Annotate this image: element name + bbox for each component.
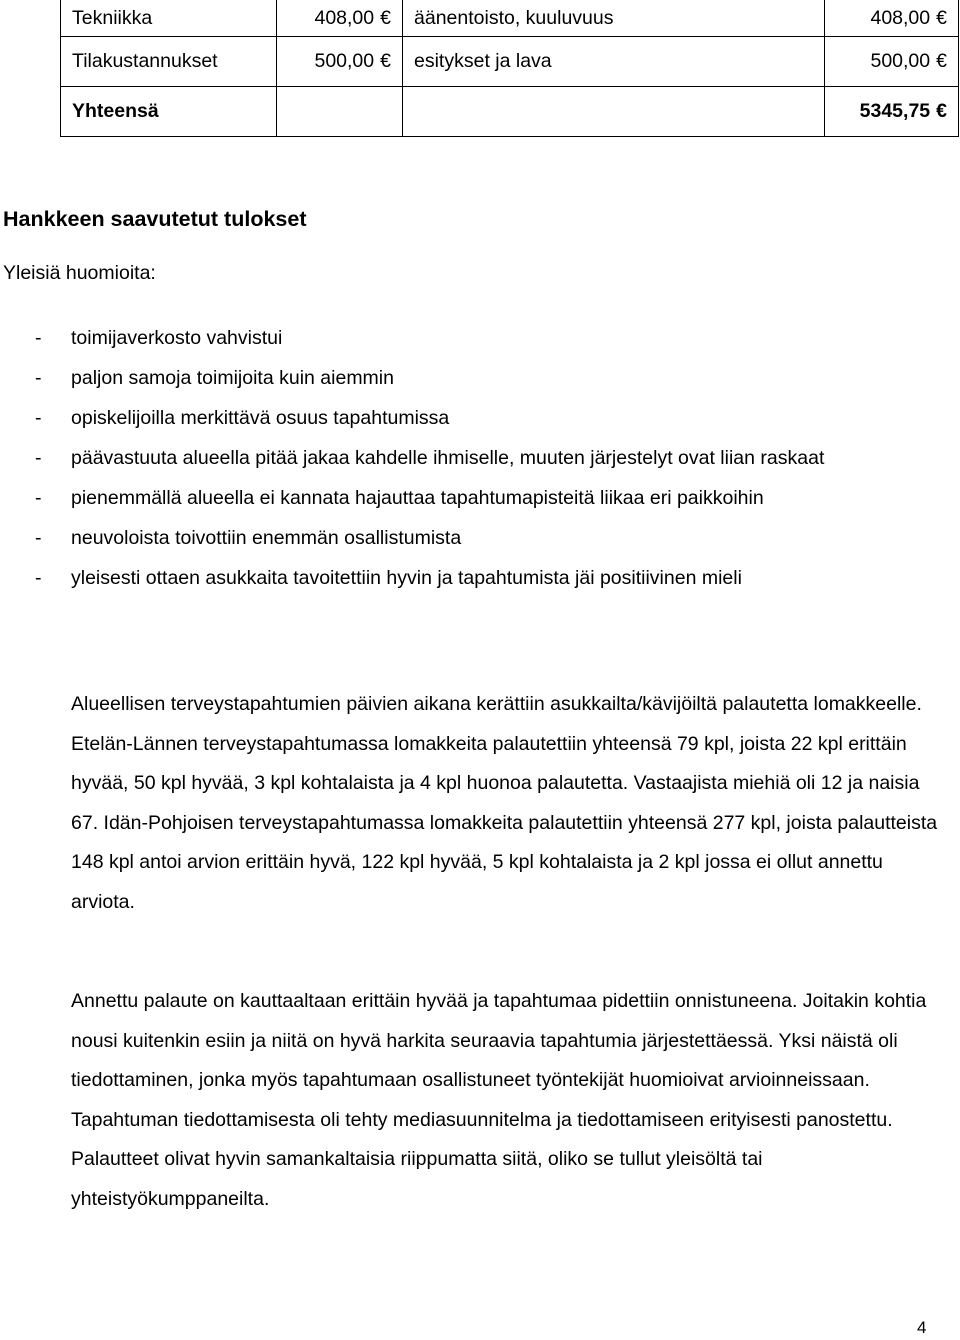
list-item: - yleisesti ottaen asukkaita tavoitettiin hyvin ja tapahtumista jäi positiivinen mieli bbox=[0, 558, 940, 598]
list-item: - pienemmällä alueella ei kannata hajauttaa tapahtumapisteitä liikaa eri paikkoihin bbox=[0, 478, 940, 518]
budget-table bbox=[60, 0, 959, 137]
row-total: 408,00 € bbox=[825, 0, 959, 37]
euro-sign: € bbox=[936, 100, 947, 122]
table-row-total bbox=[61, 87, 959, 137]
feedback-paragraph: Alueellisen terveystapahtumien päivien aikana kerättiin asukkailta/kävijöiltä palautetta lomakkeelle. Etelän-Lännen terveystapahtumassa lomakkeita palautettiin yhteensä 79 kpl, joista 22 kpl erittäin hyvää, 50 kpl hyvää, 3 kpl kohtalaista ja 4 kpl huonoa palautetta. Vastaajista miehiä oli 12 ja naisia 67. Idän-Pohjoisen terveystapahtumassa lomakkeita palautettiin yhteensä 277 kpl, joista palautteista 148 kpl antoi arvion erittäin hyvä, 122 kpl hyvää, 5 kpl kohtalaista ja 2 kpl jossa ei ollut annettu arviota. bbox=[71, 693, 938, 913]
row-amount: 408,00 € bbox=[277, 0, 403, 37]
page-number: 4 bbox=[917, 1318, 927, 1337]
row-label: Tekniikka bbox=[61, 0, 277, 37]
row-label: Tilakustannukset bbox=[61, 37, 277, 87]
row-amount: 500,00 € bbox=[277, 37, 403, 87]
intro-text: Yleisiä huomioita: bbox=[3, 262, 156, 284]
list-item: - neuvoloista toivottiin enemmän osallistumista bbox=[0, 518, 940, 558]
bullet-dash: - bbox=[35, 327, 42, 349]
table-row bbox=[61, 37, 959, 87]
bullet-dash: - bbox=[35, 527, 42, 549]
euro-sign: € bbox=[936, 6, 947, 29]
list-item: - päävastuuta alueella pitää jakaa kahdelle ihmiselle, muuten järjestelyt ovat liian raskaat bbox=[0, 438, 940, 478]
row-note: äänentoisto, kuuluvuus bbox=[403, 0, 825, 37]
table-row bbox=[61, 0, 959, 37]
bullet-dash: - bbox=[35, 447, 42, 469]
list-item: - opiskelijoilla merkittävä osuus tapahtumissa bbox=[0, 398, 940, 438]
row-note: esitykset ja lava bbox=[403, 37, 825, 87]
empty-cell bbox=[403, 87, 825, 137]
euro-sign: € bbox=[380, 50, 391, 72]
row-total: 500,00 € bbox=[825, 37, 959, 87]
results-list bbox=[0, 318, 940, 598]
conclusion-paragraph: Annettu palaute on kauttaaltaan erittäin hyvää ja tapahtumaa pidettiin onnistuneena. Joitakin kohtia nousi kuitenkin esiin ja niitä on hyvä harkita seuraavia tapahtumia järjestettäessä. Yksi näistä oli tiedottaminen, jonka myös tapahtumaan osallistuneet työntekijät huomioivat arvioinneissaan. Tapahtuman tiedottamisesta oli tehty mediasuunnitelma ja tiedottamiseen erityisesti panostettu. Palautteet olivat hyvin samankaltaisia riippumatta siitä, oliko se tullut yleisöltä tai yhteistyökumppaneilta. bbox=[71, 990, 927, 1210]
empty-cell bbox=[277, 87, 403, 137]
bullet-dash: - bbox=[35, 567, 42, 589]
total-label: Yhteensä bbox=[61, 87, 277, 137]
euro-sign: € bbox=[936, 50, 947, 72]
section-heading: Hankkeen saavutetut tulokset bbox=[3, 207, 307, 231]
bullet-dash: - bbox=[35, 367, 42, 389]
bullet-dash: - bbox=[35, 407, 42, 429]
list-item: - toimijaverkosto vahvistui bbox=[0, 318, 940, 358]
euro-sign: € bbox=[380, 6, 391, 29]
list-item: - paljon samoja toimijoita kuin aiemmin bbox=[0, 358, 940, 398]
bullet-dash: - bbox=[35, 487, 42, 509]
total-value: 5345,75 € bbox=[825, 87, 959, 137]
